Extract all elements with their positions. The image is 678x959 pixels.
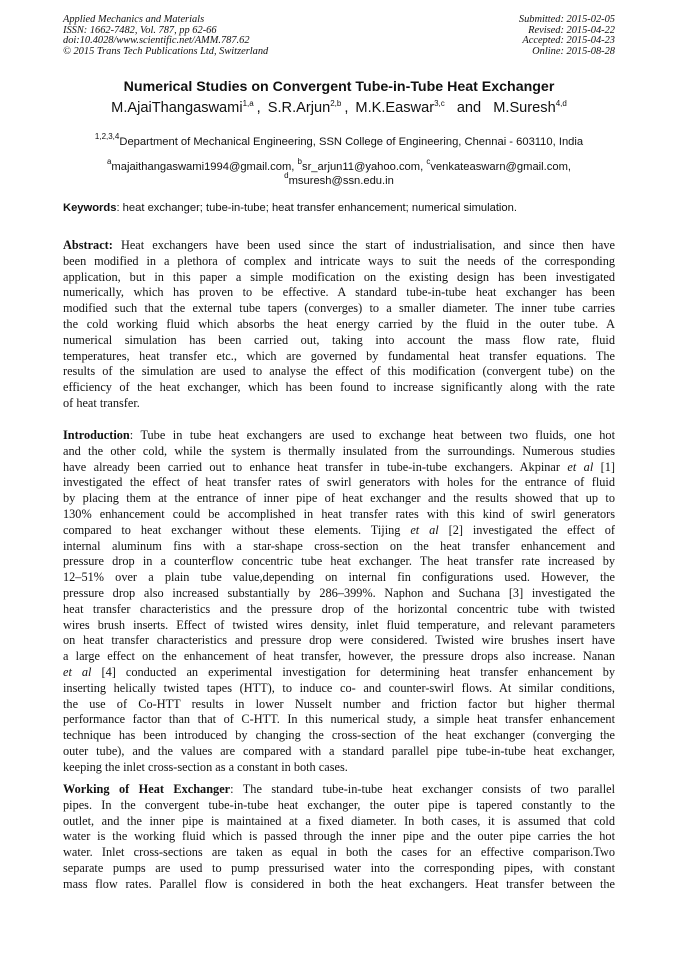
author-name: M.Suresh bbox=[493, 100, 556, 116]
abstract-section bbox=[63, 238, 615, 412]
date-accepted: Accepted: 2015-04-23 bbox=[522, 35, 615, 47]
abstract-line: of heat transfer. bbox=[63, 395, 140, 410]
working-line: pipes. In the convergent tube-in-tube heat exchanger, the outer pipe is tapered constantly to the bbox=[63, 797, 615, 812]
journal-copyright: © 2015 Trans Tech Publications Ltd, Switzerland bbox=[63, 45, 269, 57]
introduction-line: keeping the inlet cross-section as a constant in both cases. bbox=[63, 759, 348, 774]
abstract-label: Abstract: bbox=[63, 238, 113, 252]
introduction-section bbox=[63, 428, 615, 776]
publication-dates bbox=[519, 15, 615, 57]
introduction-line: et al [4] conducted an experimental investigation for determining heat transfer enhancement by bbox=[63, 664, 615, 679]
affiliation-text: Department of Mechanical Engineering, SSN College of Engineering, Chennai - 603110, India bbox=[119, 136, 584, 148]
email-address[interactable]: majaithangaswami1994@gmail.com, bbox=[111, 161, 295, 173]
author-affiliation-mark: 3,c bbox=[434, 99, 445, 108]
author-emails bbox=[0, 157, 678, 188]
journal-issn: ISSN: 1662-7482, Vol. 787, pp 62-66 bbox=[63, 24, 217, 36]
introduction-line: : Tube in tube heat exchangers are used to exchange heat between two fluids, one hot bbox=[129, 428, 615, 442]
introduction-line: heat transfer characteristics and the pressure drop of the horizontal concentric tube with twisted bbox=[63, 601, 615, 616]
email-address[interactable]: msuresh@ssn.edu.in bbox=[288, 175, 394, 187]
working-line: : The standard tube-in-tube heat exchanger consists of two parallel bbox=[230, 782, 615, 796]
abstract-line: results of the simulation are used to analyse the effect of this modification (convergent tube) on the bbox=[63, 364, 615, 379]
journal-name: Applied Mechanics and Materials bbox=[63, 14, 205, 25]
email-mark: b bbox=[297, 157, 302, 166]
date-submitted: Submitted: 2015-02-05 bbox=[518, 14, 615, 25]
working-line: mass flow rates. Parallel flow is considered in both the heat exchangers. Heat transfer between the bbox=[63, 876, 615, 891]
introduction-line: pressure drop also increased substantially by 286–399%. Naphon and Suchana [3] investigated the bbox=[63, 585, 615, 600]
author-affiliation-mark: 2,b bbox=[330, 99, 342, 108]
introduction-line: and the other cold, while the system is thermally insulated from the surroundings. Numerous studies bbox=[63, 443, 615, 458]
abstract-line: modified such that the external tube tapers (converges) to a smaller diameter. The inner tube carries bbox=[63, 301, 615, 316]
affiliation bbox=[0, 132, 678, 148]
introduction-line: investigated the effect of heat transfer rates of swirl generators with holes for the entrance of fluid bbox=[63, 475, 615, 490]
introduction-line: compared to heat exchanger without these elements. Tijing et al [2] investigated the effect of bbox=[63, 522, 616, 537]
introduction-line: 12–51% over a plain tube value,depending on internal fin configurations used. However, the bbox=[63, 570, 615, 585]
author-name: S.R.Arjun bbox=[267, 100, 331, 116]
email-address[interactable]: venkateaswarn@gmail.com, bbox=[430, 161, 572, 173]
introduction-line: wires brush inserts. Effect of twisted wires density, inlet fluid temperature, and relevant parameters bbox=[63, 617, 615, 632]
abstract-line: Heat exchangers have been used since the start of industrialisation, and since then have bbox=[112, 238, 615, 252]
journal-doi: doi:10.4028/www.scientific.net/AMM.787.62 bbox=[63, 35, 250, 47]
introduction-label: Introduction bbox=[63, 428, 130, 442]
date-online: Online: 2015-08-28 bbox=[532, 45, 615, 57]
keywords bbox=[63, 202, 623, 214]
introduction-line: have already been carried out to enhance heat transfer in tube-in-tube exchangers. Akpinar et al [1] bbox=[63, 459, 616, 474]
email-mark: d bbox=[284, 171, 289, 180]
introduction-line: on heat transfer characteristics and pressure drop were considered. Twisted wire brushes insert have bbox=[63, 633, 615, 648]
introduction-line: inserting helically twisted tapes (HTT), to induce co- and counter-swirl flows. At similar conditions, bbox=[63, 680, 615, 695]
abstract-line: application, but in this paper a simple modification on the existing design has been investigated bbox=[63, 269, 615, 284]
email-mark: a bbox=[106, 157, 112, 166]
introduction-line: by placing them at the entrance of inner pipe of heat exchanger and the results showed that up to bbox=[63, 491, 615, 506]
working-section bbox=[63, 782, 615, 893]
working-line: outlet, and the inner pipe is maintained at a fixed diameter. In both cases, it is assumed that cold bbox=[63, 813, 615, 828]
authors-conjunction: and bbox=[456, 100, 482, 116]
introduction-line: internal aluminum fins with a star-shape cross-section on the heat transfer enhancement and bbox=[63, 538, 615, 553]
date-revised: Revised: 2015-04-22 bbox=[528, 24, 615, 36]
working-line: water is the working fluid which is passed through the inner pipe and the outer pipe carries the hot bbox=[63, 829, 615, 844]
introduction-line: the use of Co-HTT results in lower Nusselt number and friction factor but higher thermal bbox=[63, 696, 615, 711]
introduction-line: pressure drop in a counterflow concentric tube heat exchanger. The heat transfer rate increased by bbox=[63, 554, 615, 569]
working-label: Working of Heat Exchanger bbox=[63, 782, 231, 796]
abstract-line: temperatures, heat transfer etc., which are governed by fundamental heat transfer equations. The bbox=[63, 348, 615, 363]
paper-title: Numerical Studies on Convergent Tube-in-Tube Heat Exchanger bbox=[123, 79, 555, 95]
working-line: separate pumps are used to pump pressurised water into the corresponding pipes, with constant bbox=[63, 860, 615, 875]
abstract-line: numerically, which has proven to be effective. A standard tube-in-tube heat exchanger has been bbox=[63, 285, 615, 300]
introduction-line: outer tube), and the values are compared with a standard parallel pipe tube-in-tube heat exchanger, bbox=[63, 743, 615, 758]
affiliation-mark: 1,2,3,4 bbox=[94, 132, 120, 141]
abstract-line: the cold working fluid which absorbs the heat energy carried by the fluid in the outer tube. A bbox=[63, 316, 615, 331]
abstract-line: been modified in a plethora of complex and intricate ways to suit the needs of the corresponding bbox=[63, 253, 615, 268]
abstract-line: numerical simulation has been carried out, taking into account the mass flow rate, fluid bbox=[63, 332, 615, 347]
email-address[interactable]: sr_arjun11@yahoo.com, bbox=[301, 161, 424, 173]
author-name: M.AjaiThangaswami bbox=[111, 100, 243, 116]
email-mark: c bbox=[426, 157, 431, 166]
author-affiliation-mark: 4,d bbox=[555, 99, 567, 108]
introduction-line: performance factor than that of C-HTT. In this numerical study, a simple heat transfer enhancement bbox=[63, 712, 615, 727]
working-line: water. Inlet cross-sections are taken as equal in both the cases for an effective comparison.Two bbox=[63, 845, 615, 860]
author-list: M.AjaiThangaswami$^{1,a}$ , S.R.Arjun$^{2,b}$ , M.K.Easwar$^{3,c}$ and M.Suresh$^{4,d}$ bbox=[111, 99, 567, 116]
keywords-label: Keywords bbox=[63, 202, 117, 214]
abstract-line: efficiency of the heat exchanger, which has been found to increase significantly along with the rate bbox=[63, 380, 615, 395]
introduction-line: technique has been introduced by changing the cross-section of the heat exchanger (converging the bbox=[63, 728, 615, 743]
keywords-text: : heat exchanger; tube-in-tube; heat transfer enhancement; numerical simulation. bbox=[116, 202, 517, 214]
introduction-line: 130% enhancement could be accomplished in heat transfer rates with this kind of swirl generators bbox=[63, 506, 615, 521]
introduction-line: a large effect on the enhancement of heat transfer, however, the pressure drops also increase. Nanan bbox=[63, 649, 615, 664]
journal-info bbox=[63, 15, 268, 57]
author-name: M.K.Easwar bbox=[355, 100, 435, 116]
author-affiliation-mark: 1,a bbox=[242, 99, 254, 108]
